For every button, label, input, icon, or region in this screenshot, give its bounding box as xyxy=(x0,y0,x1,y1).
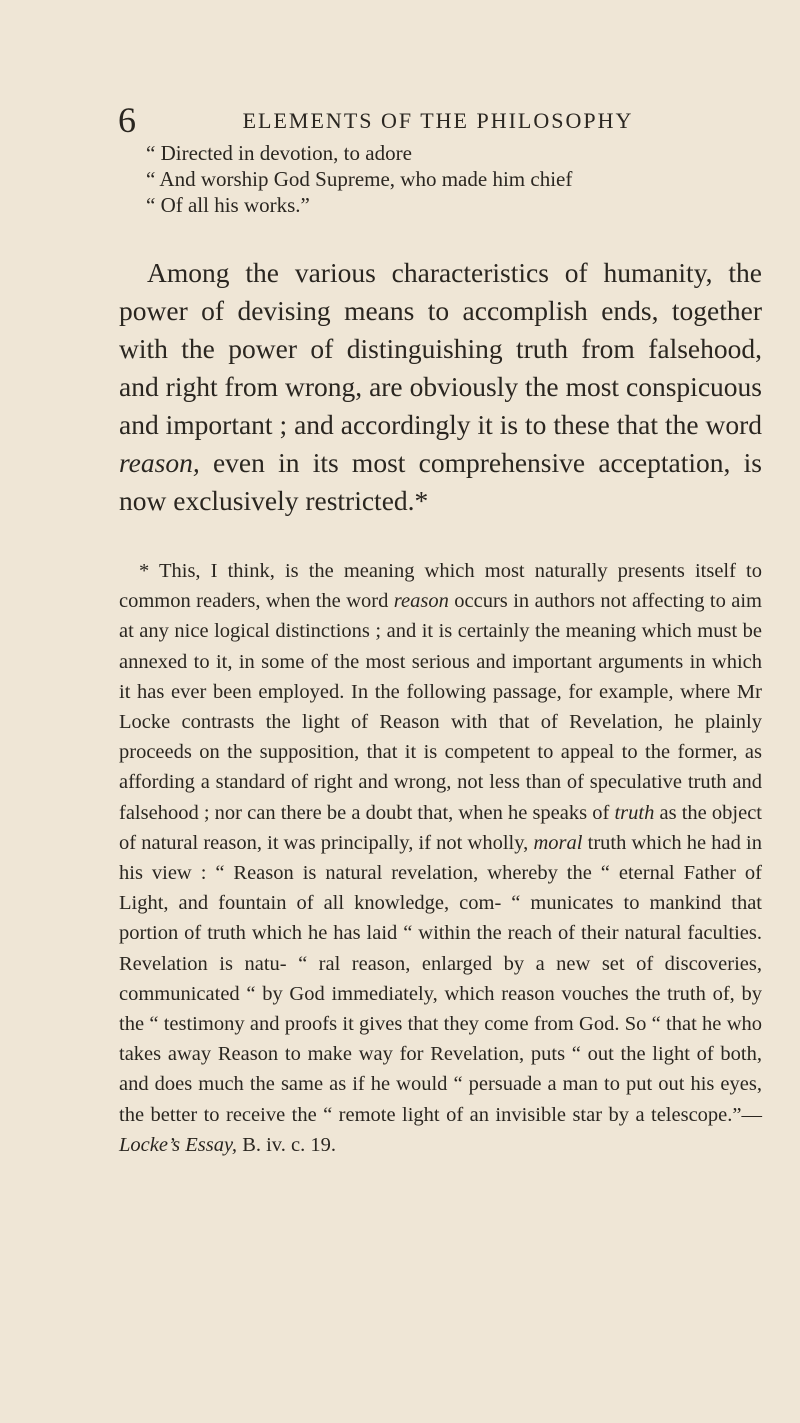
footnote-text-2: occurs in authors not affecting to aim at any nice logical distinctions ; and it is certainly the meaning which must be annexed to it, in some of the most serious and important arguments in which it has ever been employed. In the following passage, for example, where Mr Locke contrasts the light of Reason with that of Revelation, he plainly proceeds on the supposition, that it is competent to appeal to the former, as affording a standard of right and wrong, not less than of speculative truth and falsehood ; nor can there be a doubt that, when he speaks of xyxy=(119,590,762,824)
footnote-text-1: * This, I think, is the meaning which most naturally presents itself to common readers, when the word xyxy=(119,560,762,613)
footnote-italic-truth: truth xyxy=(614,801,655,824)
verse-line-3: “ Of all his works.” xyxy=(146,193,310,217)
verse-quotation xyxy=(146,140,746,218)
footnote-text-5: B. iv. c. 19. xyxy=(237,1133,336,1156)
footnote-italic-moral: moral xyxy=(533,831,583,854)
footnote xyxy=(119,556,762,1160)
main-text-2: even in its most comprehensive acceptation, is now exclusively restricted.* xyxy=(119,447,762,516)
main-text-1: Among the various characteristics of humanity, the power of devising means to accomplish ends, together with the power of distinguishing truth from falsehood, and right from wrong, are obviously the most conspicuous and important ; and accordingly it is to these that the word xyxy=(119,257,762,440)
verse-line-1: “ Directed in devotion, to adore xyxy=(146,141,412,165)
footnote-italic-reason: reason xyxy=(393,590,449,613)
page-number: 6 xyxy=(118,100,136,140)
main-italic-reason: reason, xyxy=(119,447,200,478)
footnote-text-3: as the object of natural reason, it was principally, if not wholly, xyxy=(119,801,762,854)
running-head: ELEMENTS OF THE PHILOSOPHY xyxy=(242,108,634,133)
page-header xyxy=(118,100,758,140)
footnote-text-4: truth which he had in his view : “ Reason is natural revelation, whereby the “ eternal Father of Light, and fountain of all knowledge, com- “ municates to mankind that portion of truth which he has laid “ within the reach of their natural faculties. Revelation is natu- “ ral reason, enlarged by a new set of discoveries, communicated “ by God immediately, which reason vouches the truth of, by the “ testimony and proofs it gives that they come from God. So “ that he who takes away Reason to make way for Revelation, puts “ out the light of both, and does much the same as if he would “ persuade a man to put out his eyes, the better to receive the “ remote light of an invisible star by a telescope.”— xyxy=(119,831,763,1126)
footnote-italic-source: Locke’s Essay, xyxy=(119,1133,238,1156)
verse-line-2: “ And worship God Supreme, who made him chief xyxy=(146,167,573,191)
main-paragraph xyxy=(119,254,762,520)
